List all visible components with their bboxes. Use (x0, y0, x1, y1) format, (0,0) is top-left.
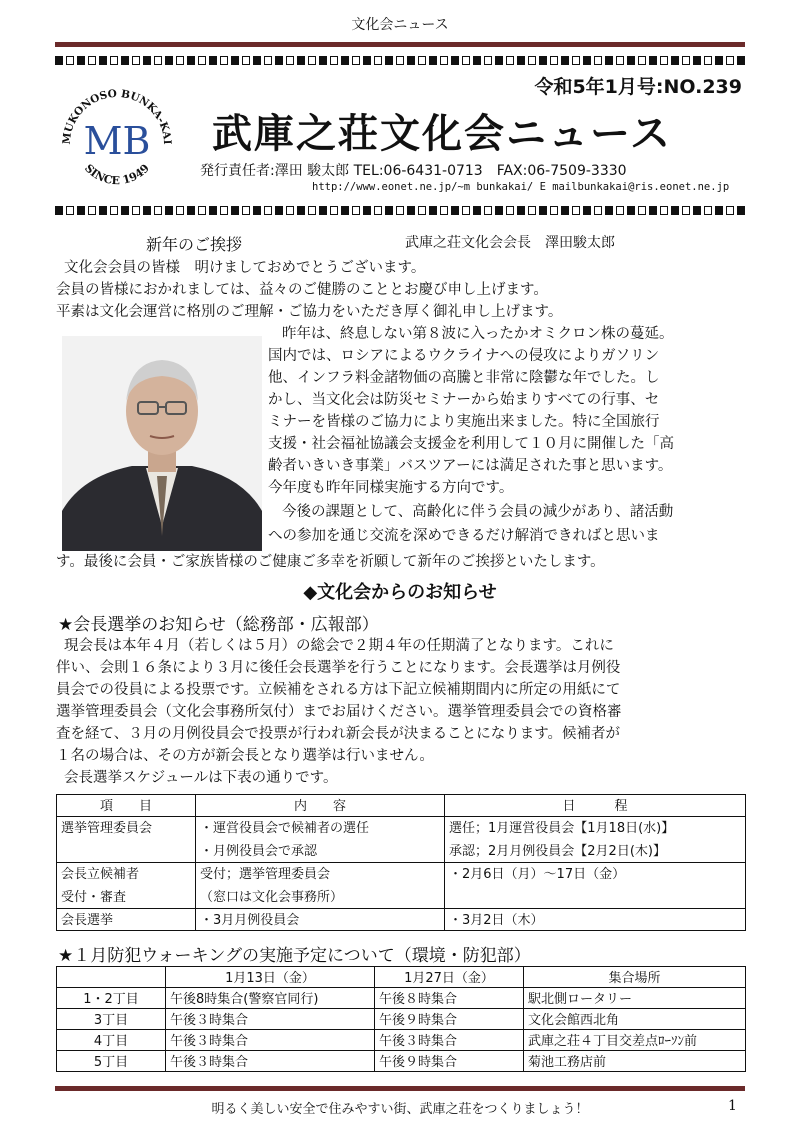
pattern-square (704, 206, 712, 215)
logo-ring-bottom-text: SINCE 1949 (81, 161, 153, 188)
pattern-square (242, 56, 250, 65)
table-cell: 受付；選挙管理委員会 (196, 863, 445, 886)
walking-heading: ★１月防犯ウォーキングの実施予定について（環境・防犯部） (58, 946, 531, 966)
pattern-square (385, 56, 393, 65)
table-header: 1月13日（金） (166, 967, 375, 988)
pattern-square (308, 56, 316, 65)
greeting-line: 昨年は、終息しない第８波に入ったかオミクロン株の蔓延。 (282, 326, 674, 342)
greeting-author: 武庫之荘文化会会長 澤田駿太郎 (405, 235, 615, 251)
election-line: 会長選挙スケジュールは下表の通りです。 (64, 770, 338, 786)
walking-schedule-table (56, 966, 746, 1072)
greeting-line: 今年度も昨年同様実施する方向です。 (268, 480, 514, 496)
greeting-line: す。最後に会員・ご家族皆様のご健康ご多幸を祈願して新年のご挨拶といたします。 (56, 554, 605, 570)
pattern-square (121, 56, 129, 65)
table-cell: ・3月月例役員会 (196, 909, 445, 931)
election-line: 員会での役員による投票です。立候補をされる方は下記立候補期間内に所定の用紙にて (56, 682, 621, 698)
pattern-square (209, 206, 217, 215)
pattern-square (671, 206, 679, 215)
pattern-square (99, 56, 107, 65)
pattern-square (176, 206, 184, 215)
election-line: 現会長は本年４月（若しくは５月）の総会で２期４年の任期満了となります。これに (64, 638, 614, 654)
table-cell: 午後３時集合 (166, 1030, 375, 1051)
table-cell: 選任；1月運営役員会【1月18日(水)】 (445, 817, 746, 840)
decorative-pattern-top (55, 56, 745, 68)
pattern-square (539, 56, 547, 65)
svg-text:SINCE 1949 (82, 162, 152, 188)
pattern-square (77, 206, 85, 215)
greeting-line: 今後の課題として、高齢化に伴う会員の減少があり、諸活動 (282, 504, 674, 520)
pattern-square (528, 206, 536, 215)
pattern-square (275, 56, 283, 65)
pattern-square (693, 56, 701, 65)
table-cell: 午後３時集合 (166, 1009, 375, 1030)
greeting-line: 齢者いきいき事業」バスツアーには満足された事と思います。 (268, 458, 673, 474)
greeting-line: 会員の皆様におかれましては、益々のご健勝のこととお慶び申し上げます。 (56, 282, 548, 298)
table-cell: 午後３時集合 (375, 1030, 524, 1051)
logo-ring-top-text: MUKONOSO BUNKA-KAI (60, 87, 174, 145)
pattern-square (429, 206, 437, 215)
pattern-square (616, 56, 624, 65)
pattern-square (110, 206, 118, 215)
pattern-square (88, 56, 96, 65)
pattern-square (187, 206, 195, 215)
pattern-square (66, 206, 74, 215)
pattern-square (132, 206, 140, 215)
table-cell: 午後９時集合 (375, 1051, 524, 1072)
pattern-square (220, 206, 228, 215)
pattern-square (594, 56, 602, 65)
greeting-line: への参加を通じ交流を深めできるだけ解消できればと思いま (268, 528, 660, 544)
web-email-line: http://www.eonet.ne.jp/~m bunkakai/ E mailbunkakai@ris.eonet.ne.jp (312, 181, 730, 193)
pattern-square (649, 206, 657, 215)
election-schedule-table (56, 794, 746, 931)
pattern-square (396, 206, 404, 215)
pattern-square (660, 56, 668, 65)
pattern-square (286, 56, 294, 65)
greeting-line: 他、インフラ料金諸物価の高騰と非常に陰鬱な年でした。し (268, 370, 660, 386)
table-cell: ・3月2日（木） (445, 909, 746, 931)
table-cell: 受付・審査 (57, 886, 196, 909)
pattern-square (682, 206, 690, 215)
pattern-square (165, 206, 173, 215)
table-header: 項 目 (57, 795, 196, 817)
pattern-square (165, 56, 173, 65)
table-row (57, 817, 746, 840)
table-row (57, 840, 746, 863)
table-row (57, 909, 746, 931)
pattern-square (726, 56, 734, 65)
pattern-square (462, 56, 470, 65)
table-header: 1月27日（金） (375, 967, 524, 988)
pattern-square (231, 206, 239, 215)
pattern-square (352, 56, 360, 65)
table-cell: 会長選挙 (57, 909, 196, 931)
greeting-line: ミナーを皆様のご協力により実施出来ました。特に全国旅行 (268, 414, 660, 430)
pattern-square (209, 56, 217, 65)
pattern-square (242, 206, 250, 215)
pattern-square (737, 56, 745, 65)
pattern-square (572, 206, 580, 215)
pattern-square (121, 206, 129, 215)
pattern-square (660, 206, 668, 215)
pattern-square (187, 56, 195, 65)
pattern-square (154, 206, 162, 215)
pattern-square (132, 56, 140, 65)
pattern-square (330, 206, 338, 215)
pattern-square (517, 56, 525, 65)
pattern-square (627, 206, 635, 215)
pattern-square (605, 206, 613, 215)
table-cell: （窓口は文化会事務所） (196, 886, 445, 909)
pattern-square (539, 206, 547, 215)
logo-letters: MB (83, 119, 151, 163)
pattern-square (154, 56, 162, 65)
notices-section-title: ◆文化会からのお知らせ (303, 582, 497, 603)
table-cell: 会長立候補者 (57, 863, 196, 886)
table-row (57, 1030, 746, 1051)
greeting-line: 平素は文化会運営に格別のご理解・ご協力をいただき厚く御礼申し上げます。 (56, 304, 563, 320)
pattern-square (143, 206, 151, 215)
table-row (57, 886, 746, 909)
pattern-square (506, 56, 514, 65)
pattern-square (682, 56, 690, 65)
running-header: 文化会ニュース (351, 17, 449, 33)
pattern-square (418, 56, 426, 65)
table-row (57, 1051, 746, 1072)
pattern-square (88, 206, 96, 215)
pattern-square (396, 56, 404, 65)
table-header: 内 容 (196, 795, 445, 817)
pattern-square (715, 56, 723, 65)
pattern-square (561, 56, 569, 65)
pattern-square (462, 206, 470, 215)
pattern-square (363, 206, 371, 215)
pattern-square (308, 206, 316, 215)
pattern-square (198, 56, 206, 65)
pattern-square (385, 206, 393, 215)
table-cell: ・2月6日（月）～17日（金） (445, 863, 746, 886)
pattern-square (297, 56, 305, 65)
table-cell: 文化会館西北角 (524, 1009, 746, 1030)
table-cell: 5丁目 (57, 1051, 166, 1072)
pattern-square (638, 56, 646, 65)
contact-line: 発行責任者:澤田 駿太郎 TEL:06-6431-0713 FAX:06-7509-3330 (200, 163, 627, 179)
pattern-square (484, 56, 492, 65)
pattern-square (473, 206, 481, 215)
pattern-square (429, 56, 437, 65)
pattern-square (495, 56, 503, 65)
pattern-square (440, 56, 448, 65)
pattern-square (649, 56, 657, 65)
election-line: 査を経て、３月の月例役員会で投票が行われ新会長が決まることになります。候補者が (56, 726, 621, 742)
masthead-title: 武庫之荘文化会ニュース (212, 111, 672, 157)
page-number: 1 (728, 1098, 737, 1114)
pattern-square (627, 56, 635, 65)
pattern-square (66, 56, 74, 65)
table-cell (57, 840, 196, 863)
table-cell: 4丁目 (57, 1030, 166, 1051)
table-header: 集合場所 (524, 967, 746, 988)
pattern-square (638, 206, 646, 215)
pattern-square (726, 206, 734, 215)
pattern-square (319, 206, 327, 215)
footer-rule (55, 1086, 745, 1091)
pattern-square (407, 56, 415, 65)
pattern-square (77, 56, 85, 65)
pattern-square (517, 206, 525, 215)
table-cell: 武庫之荘４丁目交差点ﾛｰｿﾝ前 (524, 1030, 746, 1051)
table-row (57, 988, 746, 1009)
pattern-square (275, 206, 283, 215)
election-line: 伴い、会則１６条により３月に後任会長選挙を行うことになります。会長選挙は月例役 (56, 660, 621, 676)
greeting-line: 文化会会員の皆様 明けましておめでとうございます。 (64, 260, 426, 276)
pattern-square (561, 206, 569, 215)
table-cell: 1・2丁目 (57, 988, 166, 1009)
greeting-title: 新年のご挨拶 (146, 235, 243, 254)
table-cell: 菊池工務店前 (524, 1051, 746, 1072)
pattern-square (363, 56, 371, 65)
pattern-square (440, 206, 448, 215)
pattern-square (55, 206, 63, 215)
table-header (57, 967, 166, 988)
pattern-square (110, 56, 118, 65)
table-cell: 午後９時集合 (375, 1009, 524, 1030)
pattern-square (374, 206, 382, 215)
pattern-square (297, 206, 305, 215)
pattern-square (451, 56, 459, 65)
greeting-line: 国内では、ロシアによるウクライナへの侵攻によりガソリン (268, 348, 660, 364)
pattern-square (253, 56, 261, 65)
table-cell: 午後8時集合(警察官同行) (166, 988, 375, 1009)
pattern-square (352, 206, 360, 215)
pattern-square (594, 206, 602, 215)
pattern-square (495, 206, 503, 215)
footer-slogan: 明るく美しい安全で住みやすい街、武庫之荘をつくりましょう！ (211, 1102, 589, 1117)
pattern-square (55, 56, 63, 65)
pattern-square (715, 206, 723, 215)
pattern-square (583, 206, 591, 215)
pattern-square (671, 56, 679, 65)
pattern-square (330, 56, 338, 65)
mb-logo (58, 84, 176, 196)
pattern-square (550, 56, 558, 65)
pattern-square (550, 206, 558, 215)
pattern-square (484, 206, 492, 215)
table-cell: 午後３時集合 (166, 1051, 375, 1072)
pattern-square (374, 56, 382, 65)
pattern-square (583, 56, 591, 65)
table-cell: 午後８時集合 (375, 988, 524, 1009)
pattern-square (418, 206, 426, 215)
pattern-square (605, 56, 613, 65)
greeting-line: 支援・社会福祉協議会支援金を利用して１０月に開催した「高 (268, 436, 674, 452)
pattern-square (286, 206, 294, 215)
table-row (57, 863, 746, 886)
pattern-square (176, 56, 184, 65)
pattern-square (407, 206, 415, 215)
pattern-square (220, 56, 228, 65)
pattern-square (572, 56, 580, 65)
issue-number: 令和5年1月号:NO.239 (534, 76, 742, 98)
table-cell: 承認；2月月例役員会【2月2日(木)】 (445, 840, 746, 863)
pattern-square (319, 56, 327, 65)
decorative-pattern-bottom (55, 206, 745, 218)
pattern-square (473, 56, 481, 65)
pattern-square (99, 206, 107, 215)
pattern-square (231, 56, 239, 65)
pattern-square (506, 206, 514, 215)
pattern-square (616, 206, 624, 215)
table-row (57, 1009, 746, 1030)
table-cell: ・月例役員会で承認 (196, 840, 445, 863)
president-photo (62, 336, 262, 551)
table-cell: 選挙管理委員会 (57, 817, 196, 840)
pattern-square (253, 206, 261, 215)
table-cell: ・運営役員会で候補者の選任 (196, 817, 445, 840)
pattern-square (264, 56, 272, 65)
pattern-square (198, 206, 206, 215)
pattern-square (143, 56, 151, 65)
greeting-line: かし、当文化会は防災セミナーから始まりすべての行事、セ (268, 392, 660, 408)
election-line: １名の場合は、その方が新会長となり選挙は行いません。 (56, 748, 434, 764)
pattern-square (693, 206, 701, 215)
table-cell: 駅北側ロータリー (524, 988, 746, 1009)
pattern-square (451, 206, 459, 215)
pattern-square (528, 56, 536, 65)
election-heading: ★会長選挙のお知らせ（総務部・広報部） (58, 615, 379, 635)
pattern-square (737, 206, 745, 215)
pattern-square (264, 206, 272, 215)
election-line: 選挙管理委員会（文化会事務所気付）までお届けください。選挙管理委員会での資格審 (56, 704, 622, 720)
table-cell (445, 886, 746, 909)
table-header: 日 程 (445, 795, 746, 817)
pattern-square (341, 56, 349, 65)
pattern-square (704, 56, 712, 65)
pattern-square (341, 206, 349, 215)
table-cell: 3丁目 (57, 1009, 166, 1030)
header-rule (55, 42, 745, 47)
